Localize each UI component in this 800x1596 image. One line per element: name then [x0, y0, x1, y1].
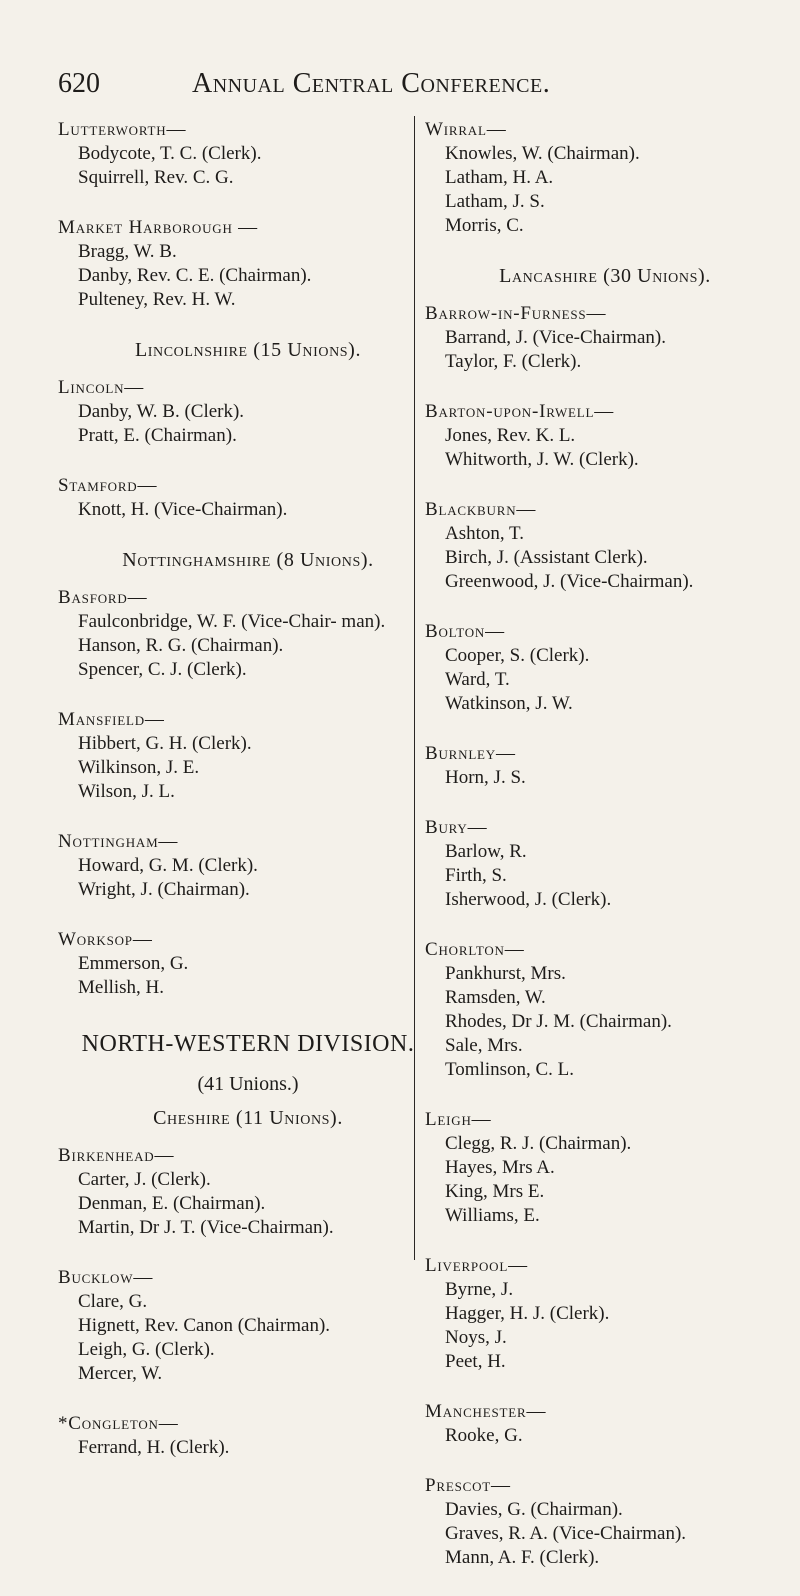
member-entry: King, Mrs E.	[445, 1181, 545, 1202]
union-block	[58, 708, 438, 804]
union-name: Leigh—	[425, 1109, 492, 1130]
union-block	[58, 1144, 438, 1240]
member-entry: Carter, J. (Clerk).	[78, 1169, 211, 1190]
member-entry: Mellish, H.	[78, 977, 165, 998]
member-entry: Emmerson, G.	[78, 953, 189, 974]
member-entry: Faulconbridge, W. F. (Vice-Chair- man).	[78, 611, 386, 632]
member-entry: Greenwood, J. (Vice-Chairman).	[445, 571, 694, 592]
member-entry: Sale, Mrs.	[445, 1035, 523, 1056]
union-block	[425, 118, 785, 238]
member-entry: Hibbert, G. H. (Clerk).	[78, 733, 252, 754]
member-entry: Ramsden, W.	[445, 987, 546, 1008]
union-name: Mansfield—	[58, 709, 165, 730]
member-entry: Pratt, E. (Chairman).	[78, 425, 237, 446]
union-block	[425, 498, 785, 594]
member-entry: Clare, G.	[78, 1291, 148, 1312]
union-block	[58, 474, 438, 522]
member-entry: Bodycote, T. C. (Clerk).	[78, 143, 262, 164]
division-union-count: (41 Unions.)	[197, 1073, 299, 1095]
member-entry: Cooper, S. (Clerk).	[445, 645, 590, 666]
member-entry: Firth, S.	[445, 865, 507, 886]
member-entry: Williams, E.	[445, 1205, 540, 1226]
union-name: Bucklow—	[58, 1267, 154, 1288]
running-title: Annual Central Conference.	[192, 68, 551, 99]
member-entry: Rhodes, Dr J. M. (Chairman).	[445, 1011, 672, 1032]
union-block	[58, 928, 438, 1000]
union-block	[425, 816, 785, 912]
union-name: Prescot—	[425, 1475, 511, 1496]
member-entry: Squirrell, Rev. C. G.	[78, 167, 234, 188]
union-block	[58, 1266, 438, 1386]
member-entry: Watkinson, J. W.	[445, 693, 573, 714]
union-name: Wirral—	[425, 119, 507, 140]
member-entry: Taylor, F. (Clerk).	[445, 351, 582, 372]
member-entry: Knott, H. (Vice-Chairman).	[78, 499, 288, 520]
member-entry: Latham, J. S.	[445, 191, 545, 212]
union-name: *Congleton—	[58, 1413, 179, 1434]
union-name: Burnley—	[425, 743, 516, 764]
member-entry: Pulteney, Rev. H. W.	[78, 289, 236, 310]
member-entry: Denman, E. (Chairman).	[78, 1193, 266, 1214]
member-entry: Wilkinson, J. E.	[78, 757, 200, 778]
member-entry: Horn, J. S.	[445, 767, 526, 788]
union-block	[425, 1254, 785, 1374]
union-name: Birkenhead—	[58, 1145, 175, 1166]
union-name: Basford—	[58, 587, 148, 608]
member-entry: Knowles, W. (Chairman).	[445, 143, 640, 164]
county-heading: Cheshire (11 Unions).	[153, 1107, 343, 1129]
member-entry: Clegg, R. J. (Chairman).	[445, 1133, 632, 1154]
member-entry: Mercer, W.	[78, 1363, 163, 1384]
union-name: Barton-upon-Irwell—	[425, 401, 615, 422]
member-entry: Noys, J.	[445, 1327, 507, 1348]
union-name: Lutterworth—	[58, 119, 187, 140]
page-number: 620	[58, 68, 100, 99]
member-entry: Hanson, R. G. (Chairman).	[78, 635, 284, 656]
member-entry: Tomlinson, C. L.	[445, 1059, 575, 1080]
union-name: Bury—	[425, 817, 488, 838]
union-block	[425, 302, 785, 374]
member-entry: Wilson, J. L.	[78, 781, 175, 802]
member-entry: Birch, J. (Assistant Clerk).	[445, 547, 648, 568]
union-block	[425, 1474, 785, 1570]
union-block	[425, 938, 785, 1082]
member-entry: Mann, A. F. (Clerk).	[445, 1547, 600, 1568]
union-block	[425, 742, 785, 790]
union-block	[58, 376, 438, 448]
member-entry: Hagger, H. J. (Clerk).	[445, 1303, 610, 1324]
member-entry: Pankhurst, Mrs.	[445, 963, 566, 984]
union-name: Market Harborough —	[58, 217, 258, 238]
member-entry: Hayes, Mrs A.	[445, 1157, 555, 1178]
union-name: Liverpool—	[425, 1255, 528, 1276]
union-name: Bolton—	[425, 621, 505, 642]
member-entry: Barlow, R.	[445, 841, 527, 862]
member-entry: Bragg, W. B.	[78, 241, 177, 262]
member-entry: Whitworth, J. W. (Clerk).	[445, 449, 639, 470]
member-entry: Martin, Dr J. T. (Vice-Chairman).	[78, 1217, 334, 1238]
member-entry: Ferrand, H. (Clerk).	[78, 1437, 230, 1458]
county-heading: Lincolnshire (15 Unions).	[134, 339, 362, 361]
union-name: Blackburn—	[425, 499, 537, 520]
member-entry: Danby, Rev. C. E. (Chairman).	[78, 265, 312, 286]
county-heading: Lancashire (30 Unions).	[499, 265, 711, 287]
division-heading: NORTH-WESTERN DIVISION.	[81, 1031, 415, 1057]
member-entry: Rooke, G.	[445, 1425, 523, 1446]
union-name: Manchester—	[425, 1401, 547, 1422]
right-column	[425, 118, 785, 1596]
member-entry: Jones, Rev. K. L.	[445, 425, 576, 446]
page-header	[0, 68, 800, 108]
member-entry: Graves, R. A. (Vice-Chairman).	[445, 1523, 687, 1544]
member-entry: Morris, C.	[445, 215, 524, 236]
union-block	[425, 1108, 785, 1228]
member-entry: Danby, W. B. (Clerk).	[78, 401, 245, 422]
union-name: Worksop—	[58, 929, 153, 950]
union-name: Lincoln—	[58, 377, 145, 398]
union-block	[58, 1412, 438, 1460]
member-entry: Howard, G. M. (Clerk).	[78, 855, 258, 876]
union-block	[58, 830, 438, 902]
union-block	[58, 586, 438, 682]
member-entry: Byrne, J.	[445, 1279, 514, 1300]
member-entry: Wright, J. (Chairman).	[78, 879, 250, 900]
member-entry: Ward, T.	[445, 669, 510, 690]
union-block	[425, 400, 785, 472]
member-entry: Hignett, Rev. Canon (Chairman).	[78, 1315, 331, 1336]
member-entry: Peet, H.	[445, 1351, 506, 1372]
union-block	[58, 118, 438, 190]
county-heading: Nottinghamshire (8 Unions).	[122, 549, 374, 571]
union-name: Chorlton—	[425, 939, 525, 960]
member-entry: Latham, H. A.	[445, 167, 554, 188]
union-block	[425, 620, 785, 716]
member-entry: Spencer, C. J. (Clerk).	[78, 659, 247, 680]
union-name: Stamford—	[58, 475, 158, 496]
member-entry: Davies, G. (Chairman).	[445, 1499, 623, 1520]
member-entry: Leigh, G. (Clerk).	[78, 1339, 215, 1360]
union-block	[58, 216, 438, 312]
union-name: Nottingham—	[58, 831, 179, 852]
union-block	[425, 1400, 785, 1448]
member-entry: Barrand, J. (Vice-Chairman).	[445, 327, 666, 348]
member-entry: Ashton, T.	[445, 523, 524, 544]
union-name: Barrow-in-Furness—	[425, 303, 607, 324]
member-entry: Isherwood, J. (Clerk).	[445, 889, 612, 910]
left-column	[58, 118, 438, 1486]
